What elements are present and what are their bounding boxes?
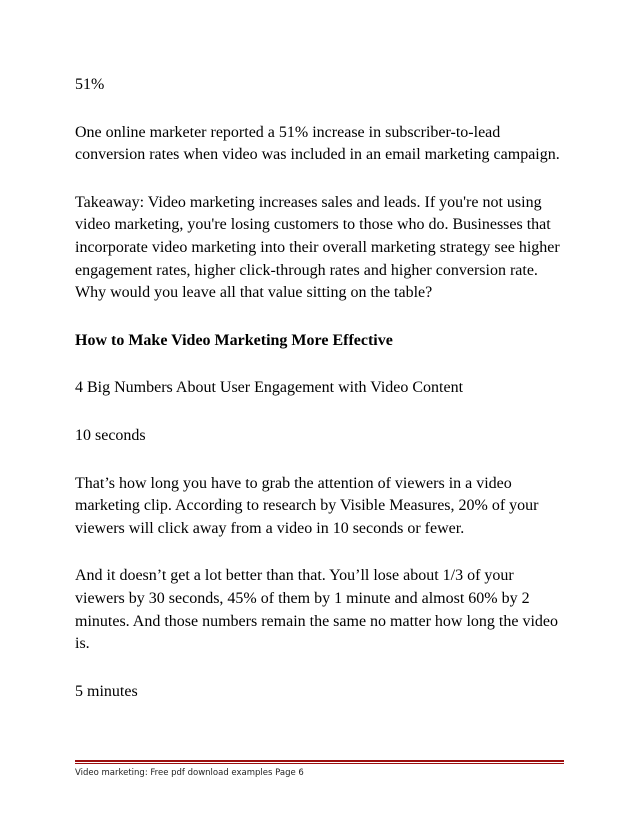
footer-text: Video marketing: Free pdf download examples Page 6 [75,768,304,778]
paragraph-conversion-rates: One online marketer reported a 51% increase in subscriber-to-lead conversion rates when video was included in an email marketing campaign. [75,123,560,164]
page-body [75,74,565,728]
section-heading: How to Make Video Marketing More Effective [75,331,393,349]
paragraph-stat-51-percent: 51% [75,76,105,93]
paragraph-stat-10-seconds: 10 seconds [75,426,146,444]
paragraph-big-numbers-title: 4 Big Numbers About User Engagement with Video Content [75,379,464,397]
paragraph-viewer-dropoff: And it doesn’t get a lot better than that. You’ll lose about 1/3 of your viewers by 30 seconds, 45% of them by 1 minute and almost 60% by 2 minutes. And those numbers remain the same no matter how long the video is. [75,567,559,653]
footer-divider-thin [75,763,564,764]
paragraph-takeaway: Takeaway: Video marketing increases sales and leads. If you're not using video marketing, you're losing customers to those who do. Businesses that incorporate video marketing into their overall marketing strategy see higher engagement rates, higher click-through rates and higher conversion rate. Why would you leave all that value sitting on the table? [75,193,560,302]
footer-divider [75,760,564,762]
page-footer [75,760,564,778]
paragraph-attention-span: That’s how long you have to grab the attention of viewers in a video marketing clip. According to research by Visible Measures, 20% of your viewers will click away from a video in 10 seconds or fewer. [75,474,539,537]
paragraph-stat-5-minutes: 5 minutes [75,682,138,700]
